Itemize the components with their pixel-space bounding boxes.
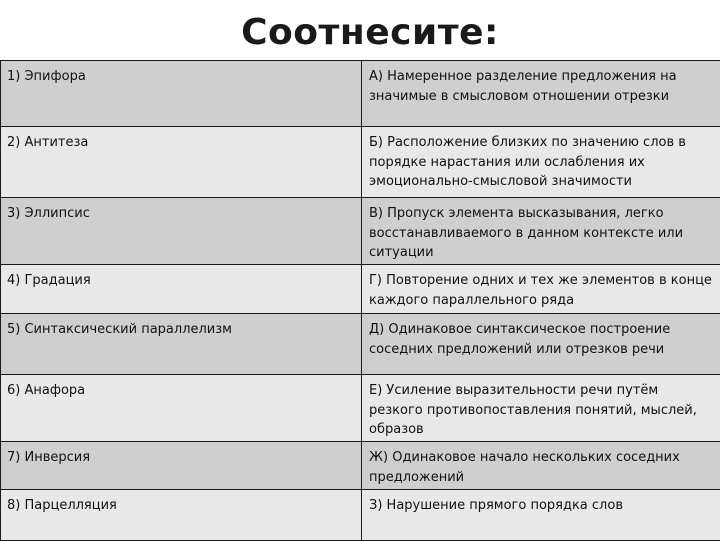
definition-cell: А) Намеренное разделение предложения на значимые в смысловом отношении отрезки [362,61,720,127]
table-row [1,198,720,265]
table-row [1,314,720,375]
definition-cell: Д) Одинаковое синтаксическое построение соседних предложений или отрезков речи [362,314,720,375]
definition-cell: В) Пропуск элемента высказывания, легко восстанавливаемого в данном контексте или ситуации [362,198,720,265]
table-row [1,61,720,127]
term-cell: 7) Инверсия [1,442,362,490]
definition-cell: Г) Повторение одних и тех же элементов в конце каждого параллельного ряда [362,265,720,314]
term-cell: 4) Градация [1,265,362,314]
definition-cell: З) Нарушение прямого порядка слов [362,490,720,541]
term-cell: 3) Эллипсис [1,198,362,265]
term-cell: 6) Анафора [1,375,362,442]
page-title: Соотнесите: [0,12,720,53]
term-cell: 1) Эпифора [1,61,362,127]
table-row [1,490,720,541]
term-cell: 8) Парцелляция [1,490,362,541]
term-cell: 5) Синтаксический параллелизм [1,314,362,375]
table-row [1,127,720,198]
table-row [1,375,720,442]
definition-cell: Ж) Одинаковое начало нескольких соседних предложений [362,442,720,490]
term-cell: 2) Антитеза [1,127,362,198]
matching-table [0,60,720,541]
table-row [1,442,720,490]
definition-cell: Е) Усиление выразительности речи путём резкого противопоставления понятий, мыслей, образов [362,375,720,442]
table-row [1,265,720,314]
definition-cell: Б) Расположение близких по значению слов в порядке нарастания или ослабления их эмоционально-смысловой значимости [362,127,720,198]
